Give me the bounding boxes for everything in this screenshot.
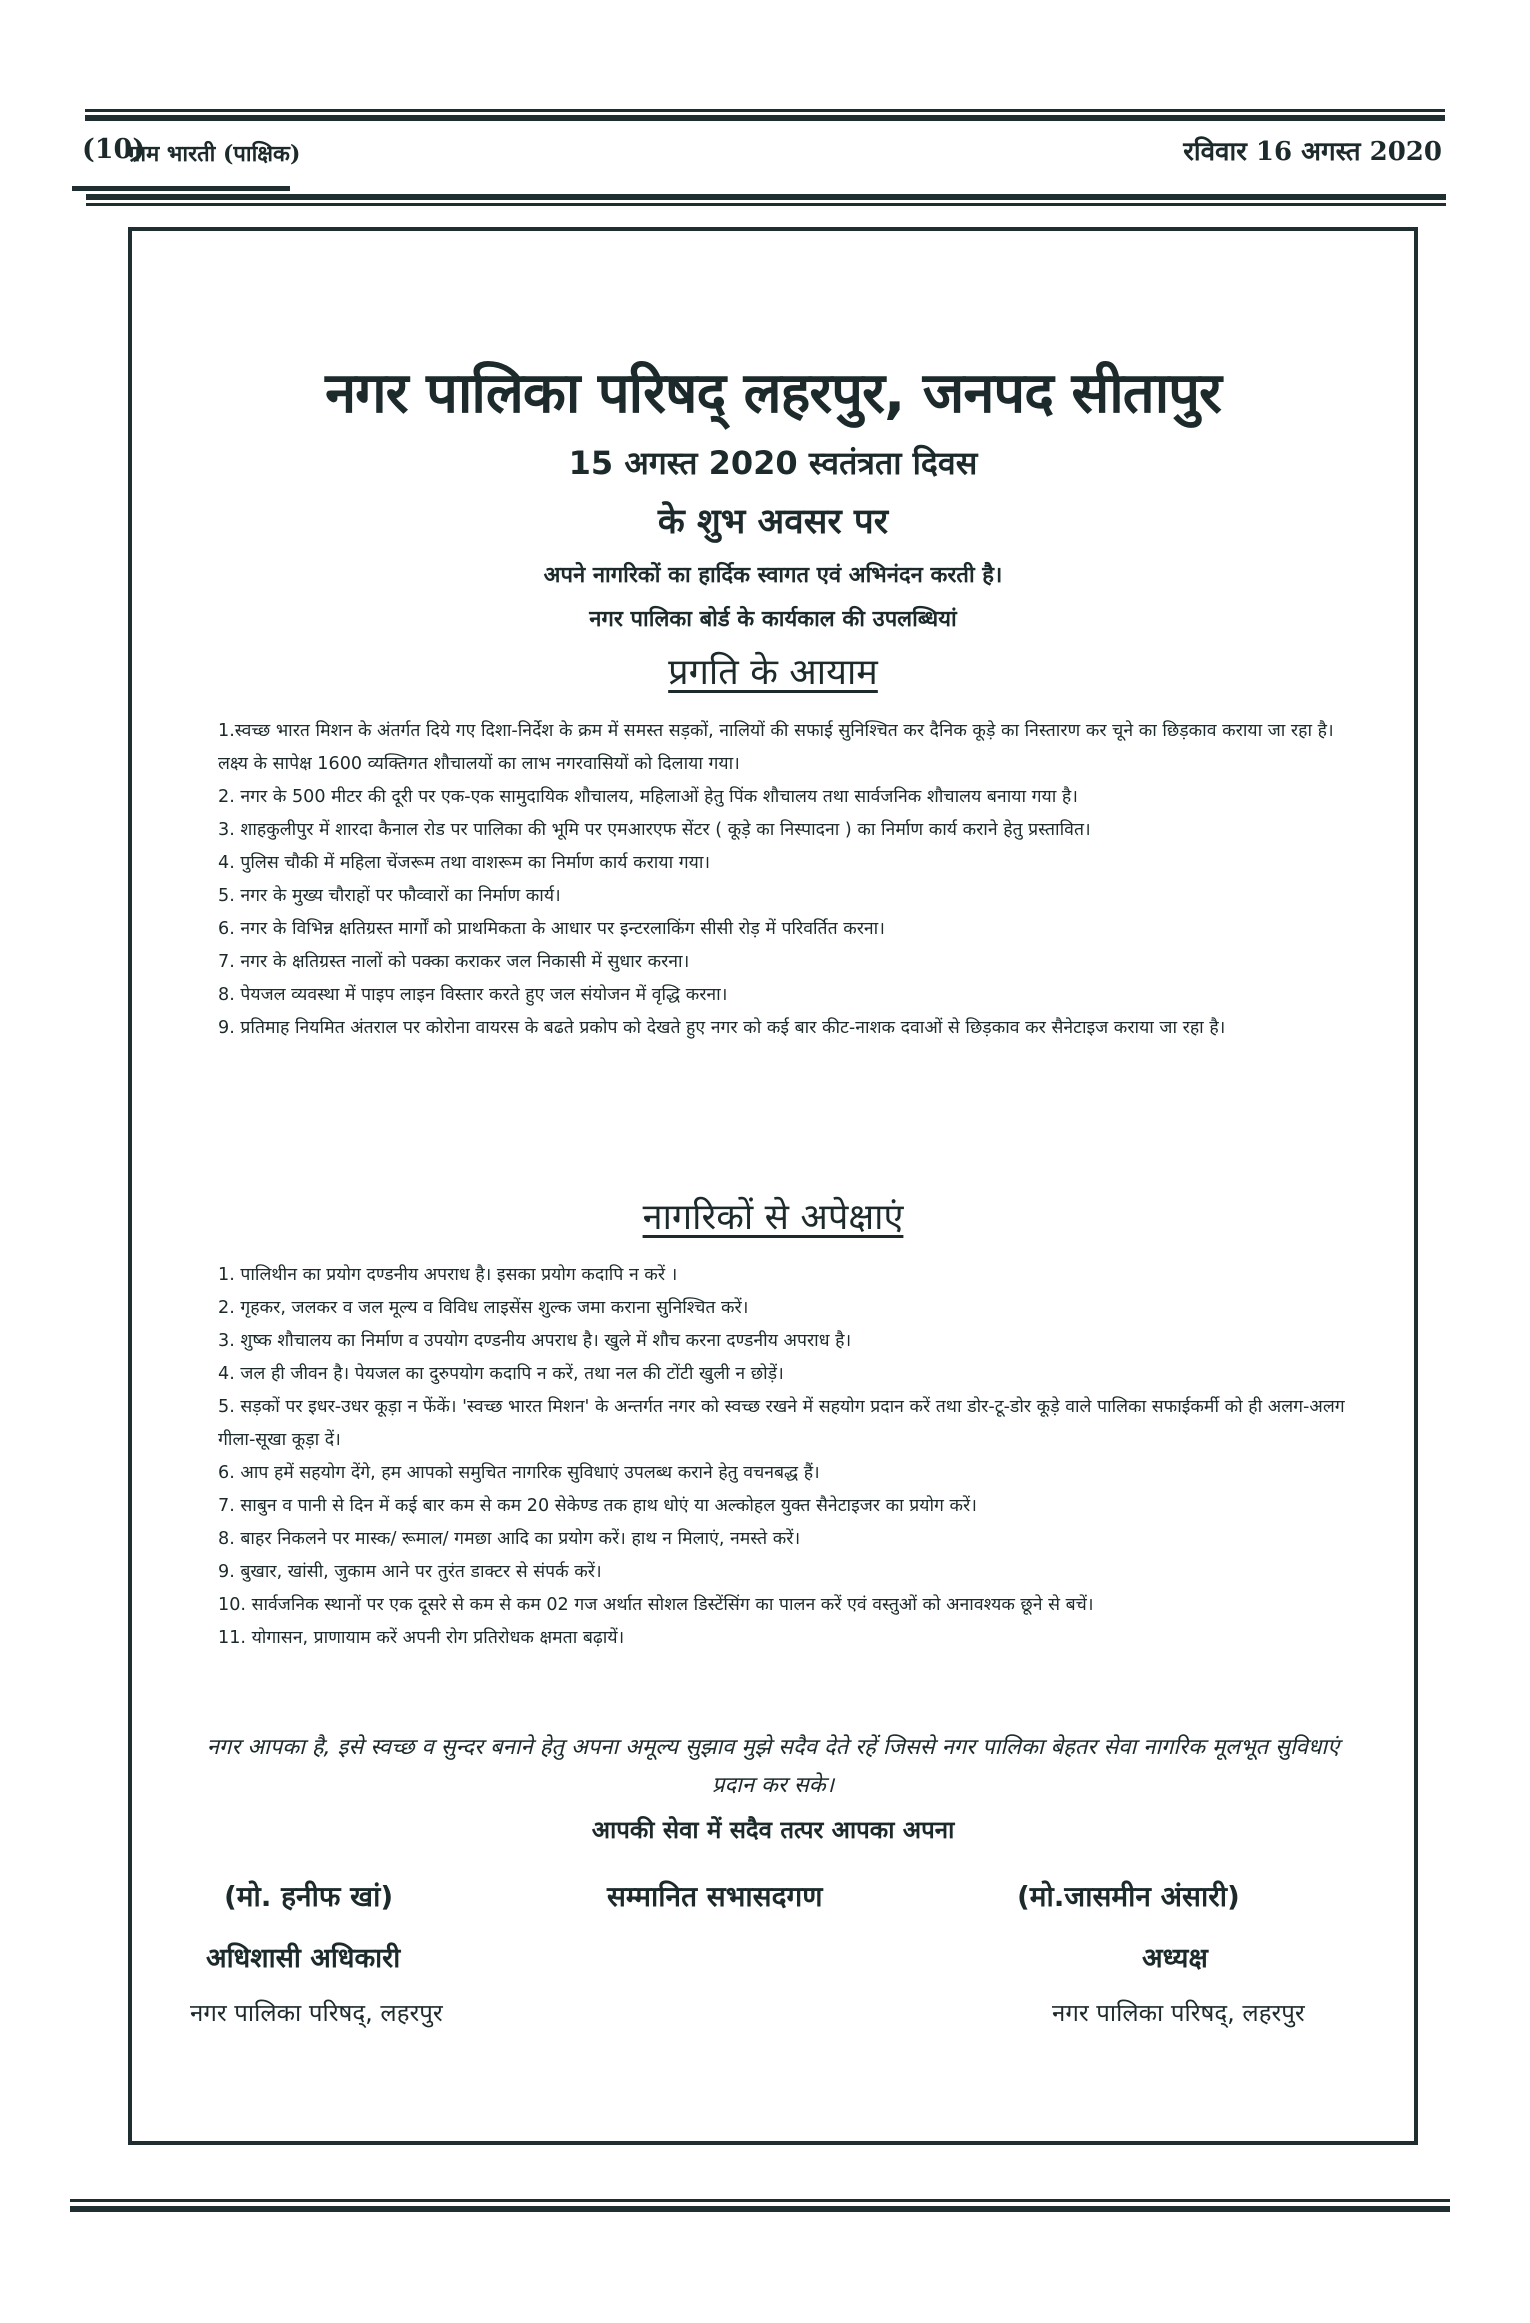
progress-item: 9. प्रतिमाह नियमित अंतराल पर कोरोना वायरस के बढते प्रकोप को देखते हुए नगर को कई बार कीट-नाशक दवाओं से छिड़काव कर सैनेटाइज कराया जा रहा है। xyxy=(218,1018,1226,1038)
expectation-item: 10. सार्वजनिक स्थानों पर एक दूसरे से कम से कम 02 गज अर्थात सोशल डिस्टेंसिंग का पालन करें एवं वस्तुओं को अनावश्यक छूने से बचें। xyxy=(218,1595,1094,1615)
expectations-list xyxy=(218,1259,1354,1655)
header-rule-thin xyxy=(86,203,1446,206)
bottom-rule-thin xyxy=(70,2199,1450,2202)
officer-organization: नगर पालिका परिषद्, लहरपुर xyxy=(190,1999,443,2027)
progress-item: 7. नगर के क्षतिग्रस्त नालों को पक्का कराकर जल निकासी में सुधार करना। xyxy=(218,952,690,972)
achievements-intro: नगर पालिका बोर्ड के कार्यकाल की उपलब्धियां xyxy=(589,607,957,632)
advertisement-notice-box xyxy=(128,227,1418,2145)
officer-title: अधिशासी अधिकारी xyxy=(206,1943,401,1974)
expectation-item: 7. साबुन व पानी से दिन में कई बार कम से कम 20 सेकेण्ड तक हाथ धोएं या अल्कोहल युक्त सैनेटाइजर का प्रयोग करें। xyxy=(218,1496,977,1516)
expectation-item: 9. बुखार, खांसी, जुकाम आने पर तुरंत डाक्टर से संपर्क करें। xyxy=(218,1562,602,1582)
progress-item: 3. शाहकुलीपुर में शारदा कैनाल रोड पर पालिका की भूमि पर एमआरएफ सेंटर ( कूड़े का निस्पादना ) का निर्माण कार्य कराने हेतु प्रस्तावित। xyxy=(218,820,1091,840)
expectation-item: 4. जल ही जीवन है। पेयजल का दुरुपयोग कदापि न करें, तथा नल की टोंटी खुली न छोड़ें। xyxy=(218,1364,784,1384)
members-label: सम्मानित सभासदगण xyxy=(607,1880,823,1913)
notice-title: नगर पालिका परिषद् लहरपुर, जनपद सीतापुर xyxy=(325,361,1221,426)
expectation-item: 11. योगासन, प्राणायाम करें अपनी रोग प्रतिरोधक क्षमता बढ़ायें। xyxy=(218,1628,625,1648)
chairperson-organization: नगर पालिका परिषद्, लहरपुर xyxy=(1052,1999,1305,2027)
header-accent-bar xyxy=(72,186,290,191)
progress-item: 5. नगर के मुख्य चौराहों पर फौव्वारों का निर्माण कार्य। xyxy=(218,886,561,906)
expectation-item: 2. गृहकर, जलकर व जल मूल्य व विविध लाइसेंस शुल्क जमा कराना सुनिश्चित करें। xyxy=(218,1298,749,1318)
closing-line: आपकी सेवा में सदैव तत्पर आपका अपना xyxy=(591,1816,955,1844)
progress-item: 2. नगर के 500 मीटर की दूरी पर एक-एक सामुदायिक शौचालय, महिलाओं हेतु पिंक शौचालय तथा सार्वजनिक शौचालय बनाया गया है। xyxy=(218,787,1078,807)
issue-date: रविवार 16 अगस्त 2020 xyxy=(1183,137,1442,167)
occasion-line-1: 15 अगस्त 2020 स्वतंत्रता दिवस xyxy=(568,444,978,482)
expectation-item: 3. शुष्क शौचालय का निर्माण व उपयोग दण्डनीय अपराध है। खुले में शौच करना दण्डनीय अपराध है। xyxy=(218,1331,852,1351)
header-rule-thick xyxy=(86,194,1446,200)
progress-item: 8. पेयजल व्यवस्था में पाइप लाइन विस्तार करते हुए जल संयोजन में वृद्धि करना। xyxy=(218,985,728,1005)
newspaper-name: ग्राम भारती (पाक्षिक) xyxy=(128,141,301,167)
expectation-item: 6. आप हमें सहयोग देंगे, हम आपको समुचित नागरिक सुविधाएं उपलब्ध कराने हेतु वचनबद्ध हैं। xyxy=(218,1463,820,1483)
closing-message: नगर आपका है, इसे स्वच्छ व सुन्दर बनाने हेतु अपना अमूल्य सुझाव मुझे सदैव देते रहें जिससे नगर पालिका बेहतर सेवा नागरिक मूलभूत सुविधाएं प्रदान कर सके। xyxy=(206,1735,1340,1798)
expectations-section-heading: नागरिकों से अपेक्षाएं xyxy=(642,1197,904,1238)
greeting-text: अपने नागरिकों का हार्दिक स्वागत एवं अभिनंदन करती है। xyxy=(543,563,1003,588)
bottom-rule-thick xyxy=(70,2206,1450,2212)
progress-item: 6. नगर के विभिन्न क्षतिग्रस्त मार्गों को प्राथमिकता के आधार पर इन्टरलाकिंग सीसी रोड़ में परिवर्तित करना। xyxy=(218,919,885,939)
expectation-item: 5. सड़कों पर इधर-उधर कूड़ा न फेंकें। 'स्वच्छ भारत मिशन' के अन्तर्गत नगर को स्वच्छ रखने में सहयोग प्रदान करें तथा डोर-टू-डोर कूड़े वाले पालिका सफाईकर्मी को ही अलग-अलग गीला-सूखा कूड़ा दें। xyxy=(218,1397,1345,1450)
progress-item: 1.स्वच्छ भारत मिशन के अंतर्गत दिये गए दिशा-निर्देश के क्रम में समस्त सड़कों, नालियों की सफाई सुनिश्चित कर दैनिक कूड़े का निस्तारण कर चूने का छिड़काव कराया जा रहा है। लक्ष्य के सापेक्ष 1600 व्यक्तिगत शौचालयों का लाभ नगरवासियों को दिलाया गया। xyxy=(218,721,1334,774)
occasion-line-2: के शुभ अवसर पर xyxy=(657,502,889,542)
officer-name: (मो. हनीफ खां) xyxy=(224,1880,394,1913)
top-rule-thin xyxy=(85,109,1445,112)
chairperson-title: अध्यक्ष xyxy=(1142,1943,1208,1974)
expectation-item: 1. पालिथीन का प्रयोग दण्डनीय अपराध है। इसका प्रयोग कदापि न करें । xyxy=(218,1265,678,1285)
top-rule-thick xyxy=(85,115,1445,121)
progress-section-heading: प्रगति के आयाम xyxy=(668,652,878,693)
progress-list xyxy=(218,715,1354,1045)
expectation-item: 8. बाहर निकलने पर मास्क/ रूमाल/ गमछा आदि का प्रयोग करें। हाथ न मिलाएं, नमस्ते करें। xyxy=(218,1529,801,1549)
progress-item: 4. पुलिस चौकी में महिला चेंजरूम तथा वाशरूम का निर्माण कार्य कराया गया। xyxy=(218,853,711,873)
chairperson-name: (मो.जासमीन अंसारी) xyxy=(1017,1880,1240,1913)
page-number: (10) xyxy=(82,134,146,165)
